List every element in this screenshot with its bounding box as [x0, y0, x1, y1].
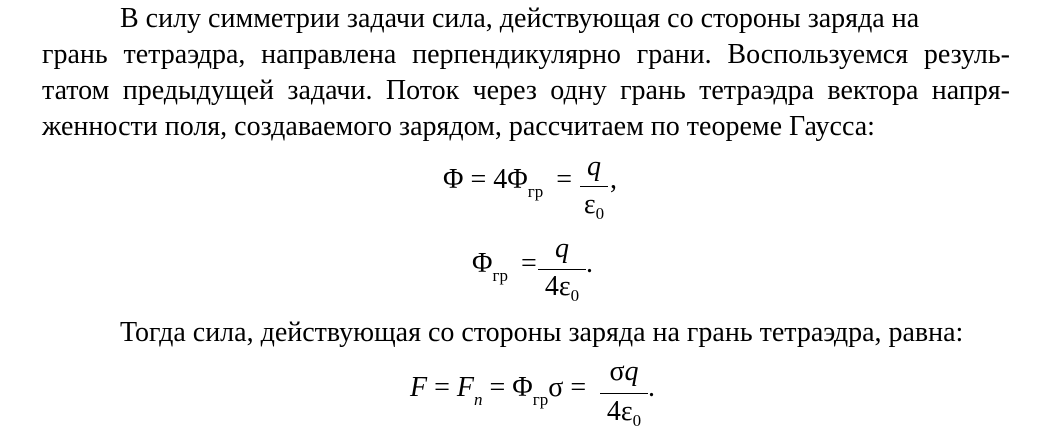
- eq1-numerator: q: [587, 151, 601, 182]
- eq2-fraction-bar: [538, 269, 586, 270]
- paragraph-2-line-1: Тогда сила, действующая со стороны заряда на грань тетраэдра, равна:: [120, 317, 964, 348]
- eq3-Fn-subscript: n: [474, 390, 483, 409]
- eq1-equals: =: [556, 164, 573, 195]
- eq3-punctuation: .: [648, 372, 655, 403]
- eq2-numerator: q: [555, 233, 569, 264]
- eq3-equals-2: = Φ: [489, 372, 533, 403]
- eq1-fraction: [580, 152, 608, 224]
- eq3-sigma: σ: [548, 372, 564, 403]
- paragraph-1-line-1: В силу симметрии задачи сила, действующая со стороны заряда на: [120, 3, 920, 34]
- eq1-denominator: $\varepsilon_0$: [583, 189, 605, 223]
- eq3-equals-3: =: [570, 372, 587, 403]
- eq3-fraction-bar: [600, 393, 648, 394]
- eq3-F: F: [410, 372, 428, 403]
- equation-3: [410, 372, 587, 409]
- eq2-fraction: [538, 234, 586, 306]
- eq3-numerator: σq: [609, 356, 639, 387]
- eq2-lhs: Φ: [472, 248, 493, 279]
- eq3-denominator: $4\varepsilon_0$: [606, 396, 642, 430]
- equation-1: [443, 164, 573, 201]
- paragraph-1-line-2: грань тетраэдра, направлена перпендикулярно грани. Воспользуемся резуль-: [42, 39, 1010, 70]
- eq3-Fn: F: [456, 372, 475, 403]
- eq1-punctuation: ,: [610, 164, 617, 195]
- eq3-equals-1: =: [434, 372, 450, 403]
- eq3-fraction: [600, 357, 648, 433]
- paragraph-1-line-3: татом предыдущей задачи. Поток через одну грань тетраэдра вектора напря-: [42, 75, 1010, 106]
- paragraph-1-line-4: женности поля, создаваемого зарядом, рассчитаем по теореме Гаусса:: [42, 111, 875, 142]
- equation-2: [472, 248, 537, 285]
- eq2-equals: =: [520, 248, 537, 279]
- eq2-subscript: гр: [492, 266, 508, 285]
- eq2-denominator: $4\varepsilon_0$: [544, 271, 580, 305]
- eq3-phi-subscript: гр: [532, 390, 549, 409]
- eq1-subscript: гр: [527, 182, 544, 201]
- eq2-punctuation: .: [586, 248, 593, 279]
- eq1-fraction-bar: [580, 186, 608, 187]
- eq1-lhs: Φ = 4Φ: [443, 164, 528, 195]
